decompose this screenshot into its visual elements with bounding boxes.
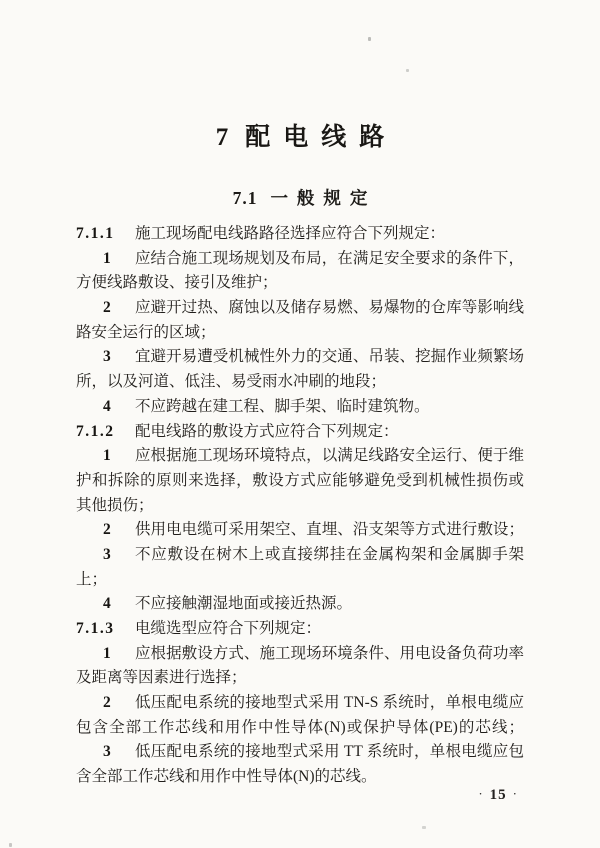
item-number: 3 [103,348,111,366]
body-line [76,765,524,790]
body-line [76,740,524,765]
body-line [76,345,524,370]
body-line [76,592,524,617]
body-line [76,370,524,395]
line-text: 含全部工作芯线和用作中性导体(N)的芯线。 [76,768,377,786]
item-number: 3 [103,545,111,563]
scan-speck [9,843,12,847]
line-text: 施工现场配电线路路径选择应符合下列规定： [135,225,446,242]
body-line [76,642,524,667]
body-line [76,395,524,420]
line-text: 其他损伤； [76,496,154,514]
page-number: 15 [489,787,507,803]
body-line [76,494,524,519]
body-line [76,222,524,247]
clause-number: 7.1.2 [76,422,115,440]
body-line [76,247,524,272]
clause-number: 7.1.1 [76,225,115,242]
body-line [76,444,524,469]
item-number: 2 [103,299,111,317]
clause-number: 7.1.3 [76,620,115,637]
scan-speck [422,826,426,829]
footer-dot: · [512,786,518,801]
line-text: 不应跨越在建工程、脚手架、临时建筑物。 [135,397,430,415]
line-text: 供用电电缆可采用架空、直埋、沿支架等方式进行敷设； [135,521,524,539]
item-number: 1 [103,249,111,267]
body-line [76,568,524,593]
item-number: 1 [103,644,111,662]
body-line [76,420,524,445]
line-text: 包含全部工作芯线和用作中性导体(N)或保护导体(PE)的芯线； [76,718,524,736]
line-text: 应避开过热、腐蚀以及储存易燃、易爆物的仓库等影响线 [135,299,524,317]
line-text: 电缆选型应符合下列规定： [135,620,322,637]
line-text: 方便线路敷设、接引及维护； [76,274,278,292]
body-line [76,691,524,716]
body-line [76,321,524,346]
scan-speck [368,37,371,41]
item-number: 4 [103,595,111,613]
line-text: 路安全运行的区域； [76,323,216,341]
line-text: 应根据施工现场环境特点，以满足线路安全运行、便于维 [135,447,524,465]
item-number: 1 [103,447,111,465]
line-text: 护和拆除的原则来选择，敷设方式应能够避免受到机械性损伤或 [76,471,524,489]
line-text: 及距离等因素进行选择； [76,669,247,687]
body-line [76,617,524,642]
body-line [76,666,524,691]
page-footer [472,784,524,806]
item-number: 3 [103,743,111,761]
line-text: 不应接触潮湿地面或接近热源。 [135,595,353,613]
line-text: 应结合施工现场规划及布局，在满足安全要求的条件下， [135,249,524,267]
section-number: 7.1 [232,188,258,208]
chapter-number: 7 [215,124,229,151]
line-text: 配电线路的敷设方式应符合下列规定： [135,422,399,440]
item-number: 2 [103,694,111,712]
line-text: 上； [76,570,108,588]
line-text: 不应敷设在树木上或直接绑挂在金属构架和金属脚手架 [135,545,524,563]
body-line [76,296,524,321]
line-text: 应根据敷设方式、施工现场环境条件、用电设备负荷功率 [135,644,524,662]
line-text: 低压配电系统的接地型式采用 TT 系统时，单根电缆应包 [135,743,524,761]
body-line [76,543,524,568]
chapter-title [76,122,524,154]
scan-speck [406,69,409,72]
line-text: 宜避开易遭受机械性外力的交通、吊装、挖掘作业频繁场 [135,348,524,366]
body-line [76,716,524,741]
footer-dot: · [478,786,484,801]
body-text [76,222,524,790]
body-line [76,469,524,494]
chapter-title-text: 配电线路 [245,124,398,151]
section-title [76,185,524,211]
line-text: 低压配电系统的接地型式采用 TN-S 系统时，单根电缆应 [135,694,524,712]
item-number: 4 [103,397,111,415]
section-title-text: 一般规定 [270,188,377,208]
line-text: 所，以及河道、低洼、易受雨水冲刷的地段； [76,373,387,391]
item-number: 2 [103,521,111,539]
body-line [76,271,524,296]
body-line [76,518,524,543]
